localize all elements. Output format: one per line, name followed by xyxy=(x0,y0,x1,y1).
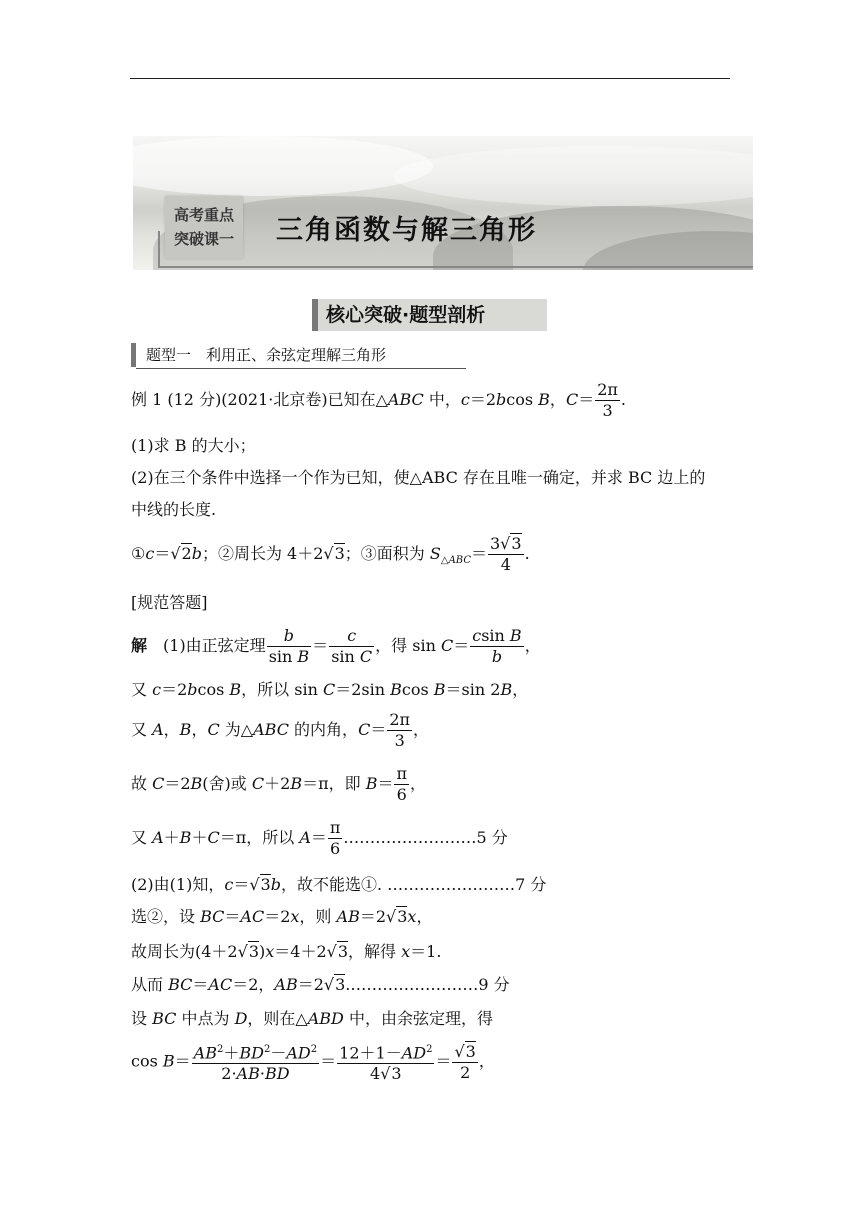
solution-line-4: 故 C＝2B(舍)或 C＋2B＝π，即 B＝ $\frac{\pi}{6}$ ， xyxy=(131,764,426,804)
question-2-line-2: 中线的长度. xyxy=(131,500,217,519)
lesson-badge xyxy=(165,196,243,258)
chapter-title: 三角函数与解三角形 xyxy=(276,215,537,246)
solution-line-9: 从而 BC＝AC＝2，AB＝2√3.……………………9 分 xyxy=(131,975,510,994)
example-meta: (12 分)(2021·北京卷)已知在△ABC 中，c＝2bcos B，C＝ $\frac{2\pi}{3}$ . xyxy=(167,380,626,420)
solution-line-8: 故周长为(4＋2√3)x＝4＋2√3，解得 x＝1. xyxy=(131,942,442,961)
solution-line-5: 又 A＋B＋C＝π，所以 A＝ $\frac{\pi}{6}$ .……………………5 分 xyxy=(131,818,508,858)
example-label: 例 1 xyxy=(131,390,163,409)
type-heading-text: 题型一 利用正、余弦定理解三角形 xyxy=(146,346,387,364)
badge-line-2: 突破课一 xyxy=(173,230,234,248)
question-1: (1)求 B 的大小； xyxy=(131,436,256,455)
section-title: 核心突破·题型剖析 xyxy=(312,299,547,331)
solution-line-7: 选②，设 BC＝AC＝2x，则 AB＝2√3x， xyxy=(131,907,433,926)
solution-line-11: cos B＝ $\frac{AB^2+BD^2-AD^2}{2\cdot AB\cdot BD}$ ＝ $\frac{12+1-AD^2}{4√3}$ ＝ $\frac{√3}{2}$ ， xyxy=(131,1041,495,1084)
header-rule xyxy=(130,78,730,79)
solution-line-10: 设 BC 中点为 D，则在△ABD 中，由余弦定理，得 xyxy=(131,1009,493,1028)
solution-line-3: 又 A，B，C 为△ABC 的内角，C＝ $\frac{2\pi}{3}$ ， xyxy=(131,710,430,750)
badge-line-1: 高考重点 xyxy=(173,206,234,224)
solution-line-1: 解 (1)由正弦定理 $\frac{b}{\text{sin B}}$ ＝ $\frac{c}{\text{sin C}}$ ，得 sin C＝ $\frac{\text{csin B}}{b}$ ， xyxy=(131,626,541,666)
example-line xyxy=(131,380,626,421)
answer-label: [规范答题] xyxy=(131,593,208,612)
question-2-line-1: (2)在三个条件中选择一个作为已知，使△ABC 存在且唯一确定，并求 BC 边上的 xyxy=(131,468,706,487)
solution-line-6: (2)由(1)知，c＝√3b，故不能选①. ……………………7 分 xyxy=(131,875,547,894)
type-heading xyxy=(131,343,466,367)
solution-line-2: 又 c＝2bcos B，所以 sin C＝2sin Bcos B＝sin 2B， xyxy=(131,680,529,699)
condition-options: ①c＝√2b；②周长为 4＋2√3；③面积为 $S_{\triangle ABC}=$ $\frac{3√3}{4}$ . xyxy=(131,534,530,574)
